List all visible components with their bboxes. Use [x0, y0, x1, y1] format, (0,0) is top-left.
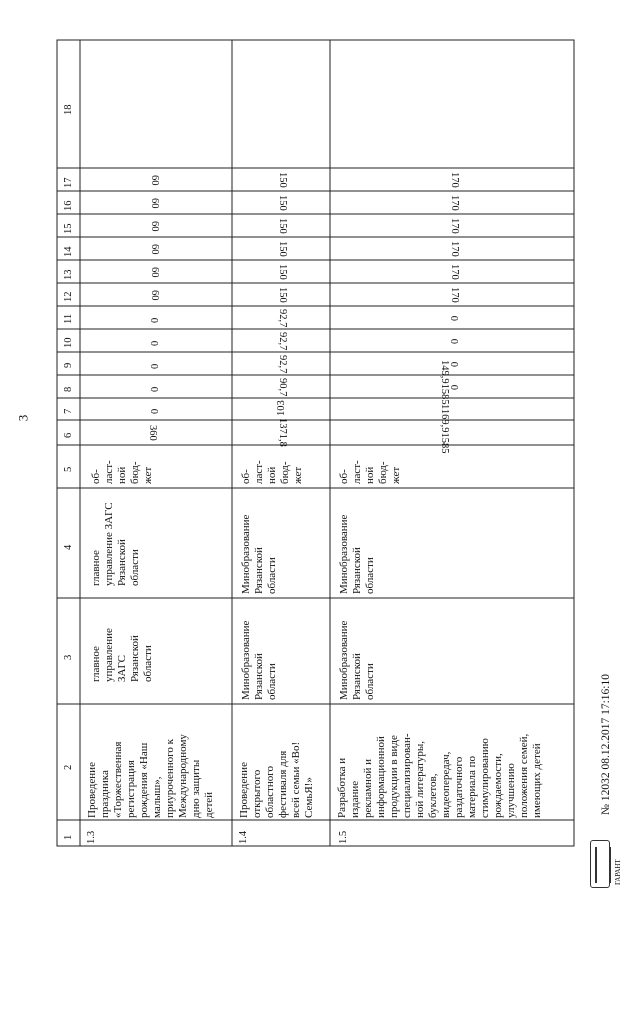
- header-col-2: 2: [63, 764, 74, 770]
- row-1-3-name: Проведение праздника «Торжественная регистрация рождения «Наш малыш», приуроченного к Международному дню защиты детей: [86, 734, 215, 818]
- row-1-3-participant: главное управление ЗАГС Рязанской области: [90, 502, 141, 586]
- row-1-4-y14: 150: [277, 241, 288, 257]
- row-1-4-y16: 150: [277, 195, 288, 211]
- header-col-1: 1: [63, 834, 74, 840]
- row-1-5-y15: 170: [449, 218, 460, 234]
- header-col-4: 4: [63, 544, 74, 550]
- header-col-10: 10: [63, 337, 74, 348]
- garant-logo-text: ГАРАНТ: [614, 859, 622, 885]
- header-col-3: 3: [63, 654, 74, 660]
- row-1-4-executor: Минобразование Рязанской области: [240, 620, 278, 700]
- header-col-14: 14: [63, 246, 74, 257]
- header-col-6: 6: [63, 432, 74, 438]
- row-1-4-y17: 150: [277, 172, 288, 188]
- row-1-5-name: Разработка и издание рекламной и информационной продукции в виде специализирован- ной литературы, буклетов, видеопередач, раздаточного материала по стимулированию рождаемости, улучшению положения семей, имеющих детей: [336, 733, 543, 818]
- header-col-12: 12: [63, 291, 74, 302]
- row-1-5-y7: 149,91585: [439, 360, 450, 405]
- row-1-5-y10: 0: [450, 338, 461, 344]
- row-1-3-executor: главное управление ЗАГС Рязанской области: [90, 628, 154, 682]
- row-1-3-y13: 60: [149, 267, 160, 278]
- row-1-4-y13: 150: [277, 264, 288, 280]
- registration-stamp: № 12032 08.12.2017 17:16:10: [600, 674, 612, 815]
- page-number: 3: [15, 414, 31, 422]
- row-1-4-id: 1.4: [238, 830, 249, 844]
- row-1-5-y13: 170: [449, 264, 460, 280]
- header-col-11: 11: [63, 313, 74, 324]
- header-col-8: 8: [63, 386, 74, 392]
- row-1-4-y10: 92,7: [277, 332, 288, 351]
- row-1-3-source: об- ласт- ной бюд- жет: [90, 460, 154, 484]
- row-1-4-y11: 92,7: [277, 309, 288, 328]
- row-1-4-y15: 150: [277, 218, 288, 234]
- row-1-3-y8: 0: [150, 386, 161, 392]
- row-1-5-participant: Минобразование Рязанской области: [338, 514, 376, 594]
- row-1-5-y17: 170: [449, 172, 460, 188]
- row-1-5-y9: 0: [450, 361, 461, 367]
- row-1-5-y8: 0: [450, 384, 461, 390]
- row-1-4-total: 1371,8: [277, 418, 288, 447]
- row-1-3-y17: 60: [149, 175, 160, 186]
- row-1-4-y12: 150: [277, 287, 288, 303]
- header-col-9: 9: [63, 362, 74, 368]
- row-1-3-y16: 60: [149, 198, 160, 209]
- row-1-3-y15: 60: [149, 221, 160, 232]
- row-1-3-y11: 0: [150, 317, 161, 323]
- row-1-4-name: Проведение открытого областного фестиваля для всей семьи «Во! СемьЯ!»: [238, 741, 315, 818]
- row-1-5-total: 1169,91585: [439, 404, 450, 454]
- garant-logo-icon: [590, 840, 610, 888]
- row-1-3-id: 1.3: [86, 830, 97, 844]
- row-1-5-source: об- ласт- ной бюд- жет: [338, 460, 402, 484]
- header-col-17: 17: [63, 177, 74, 188]
- row-1-3-y10: 0: [150, 340, 161, 346]
- header-col-7: 7: [63, 408, 74, 414]
- row-1-4-y8: 90,7: [277, 378, 288, 397]
- row-1-3-y7: 0: [150, 408, 161, 414]
- header-col-16: 16: [63, 200, 74, 211]
- row-1-3-y9: 0: [150, 363, 161, 369]
- row-1-5-executor: Минобразование Рязанской области: [338, 620, 376, 700]
- header-col-18: 18: [63, 104, 74, 115]
- header-col-5: 5: [63, 466, 74, 472]
- row-1-4-source: об- ласт- ной бюд- жет: [240, 460, 304, 484]
- row-1-5-id: 1.5: [338, 830, 349, 844]
- row-1-5-y14: 170: [449, 241, 460, 257]
- row-1-4-participant: Минобразование Рязанской области: [240, 514, 278, 594]
- row-1-4-y9: 92,7: [277, 355, 288, 374]
- row-1-4-y7: 103: [276, 400, 287, 416]
- row-1-3-y12: 60: [149, 290, 160, 301]
- header-col-15: 15: [63, 223, 74, 234]
- row-1-5-y16: 170: [449, 195, 460, 211]
- row-1-3-total: 360: [147, 425, 158, 441]
- row-1-5-y11: 0: [450, 315, 461, 321]
- header-col-13: 13: [63, 269, 74, 280]
- row-1-3-y14: 60: [149, 244, 160, 255]
- row-1-5-y12: 170: [449, 287, 460, 303]
